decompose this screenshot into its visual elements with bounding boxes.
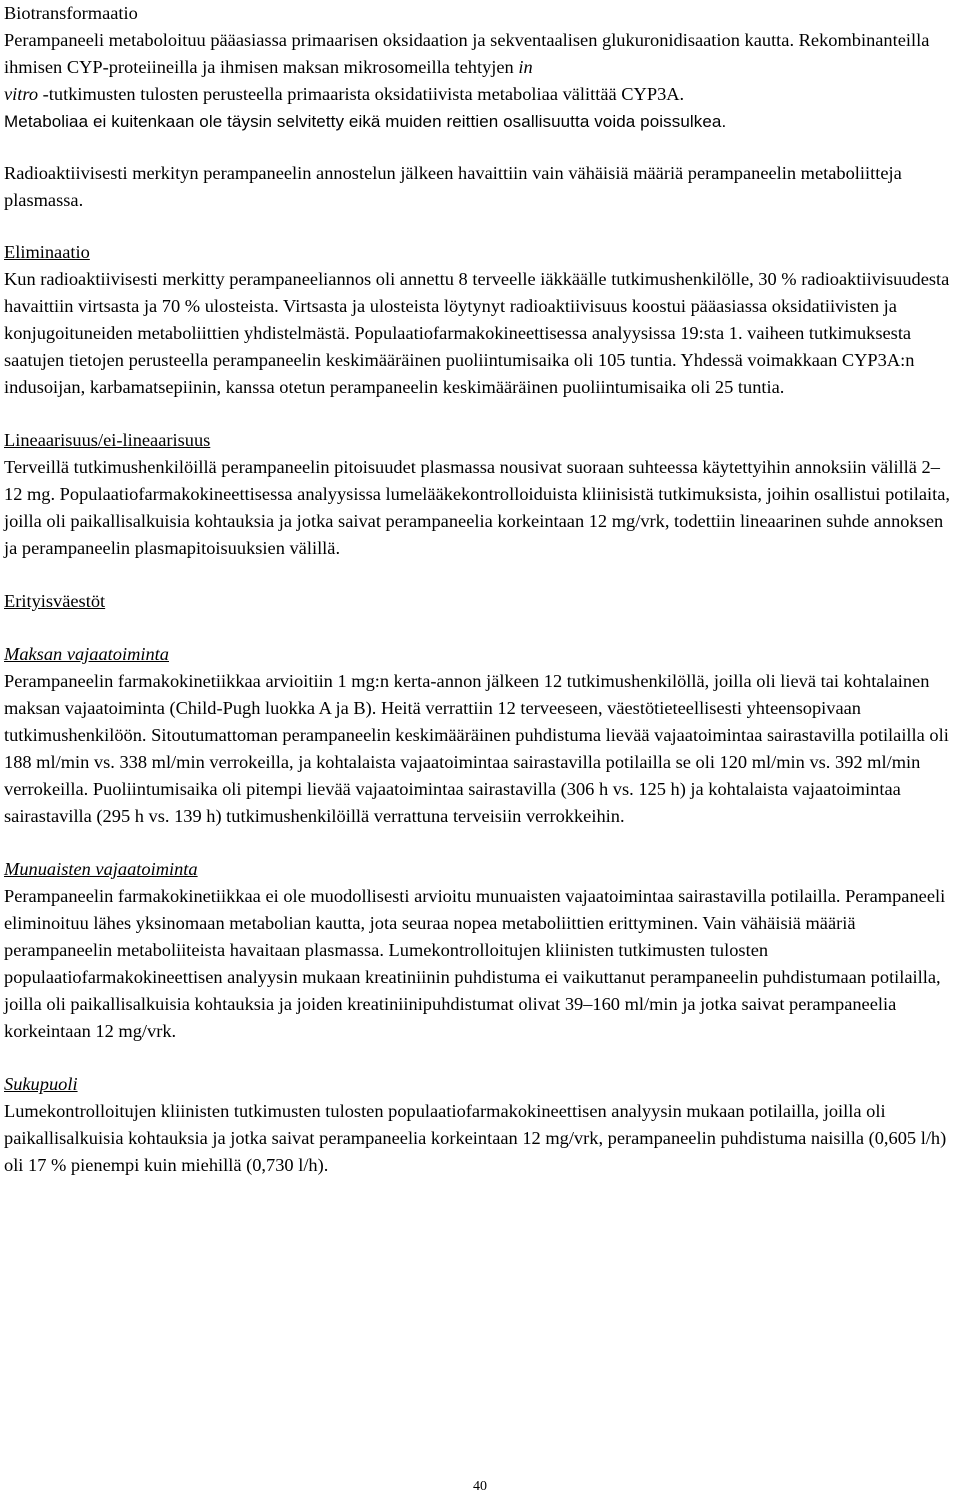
subsection-heading: Maksan vajaatoiminta [4,644,169,664]
page-number: 40 [473,1479,487,1494]
document-page [4,0,958,1179]
text-span-sans: Metaboliaa ei kuitenkaan ole täysin selvitetty eikä muiden reittien osallisuutta voida poissulkea. [4,112,727,131]
section-heading-plain: Biotransformaatio [4,3,138,23]
subsection-heading: Munuaisten vajaatoiminta [4,859,198,879]
section-maksan-vajaatoiminta [4,641,958,830]
subsection-heading: Sukupuoli [4,1074,78,1094]
paragraph-gender: Lumekontrolloitujen kliinisten tutkimusten tulosten populaatiofarmakokineettisen analyysin mukaan potilailla, joilla oli paikallisalkuisia kohtauksia ja jotka saivat perampaneelia korkeintaan 12 mg/vrk, perampaneelin puhdistuma naisilla (0,605 l/h) oli 17 % pienempi kuin miehillä (0,730 l/h). [4,1101,947,1175]
text-span: -tutkimusten tulosten perusteella primaarista oksidatiivista metaboliaa välittää CYP3A. [38,84,685,104]
section-heading: Erityisväestöt [4,591,106,611]
section-munuaisten-vajaatoiminta [4,856,958,1045]
paragraph-hepatic: Perampaneelin farmakokinetiikkaa arvioitiin 1 mg:n kerta-annon jälkeen 12 tutkimushenkilöllä, joilla oli lievä tai kohtalainen maksan vajaatoiminta (Child-Pugh luokka A ja B). Heitä verrattiin 12 terveeseen, väestötieteellisesti yhteensopivaan tutkimushenkilöön. Sitoutumattoman perampaneelin keskimääräinen puhdistuma lievää vajaatoimintaa sairastavilla potilailla oli 188 ml/min vs. 338 ml/min verrokeilla, ja kohtalaista vajaatoimintaa sairastavilla potilailla se oli 120 ml/min vs. 392 ml/min verrokeilla. Puoliintumisaika oli pitempi lievää vajaatoimintaa sairastavilla (306 h vs. 125 h) ja kohtalaista vajaatoimintaa sairastavilla (295 h vs. 139 h) tutkimushenkilöillä verrattuna terveisiin verrokkeihin. [4,671,949,826]
paragraph-biotransformation [4,27,958,135]
paragraph-renal: Perampaneelin farmakokinetiikkaa ei ole muodollisesti arvioitu munuaisten vajaatoimintaa sairastavilla potilailla. Perampaneeli eliminoituu lähes yksinomaan metabolian kautta, jota seuraa nopea metaboliittien erittyminen. Vain vähäisiä määriä perampaneelin metaboliiteista havaitaan plasmassa. Lumekontrolloitujen kliinisten tutkimusten tulosten populaatiofarmakokineettisen analyysin mukaan kreatiniinin puhdistuma ei vaikuttanut perampaneelin puhdistumaan potilailla, joilla oli paikallisalkuisia kohtauksia ja joiden kreatiniinipuhdistumat olivat 39–160 ml/min ja jotka saivat perampaneelia korkeintaan 12 mg/vrk. [4,886,946,1041]
text-span: Perampaneeli metaboloituu pääasiassa primaarisen oksidaation ja sekventaalisen glukuronidisaation kautta. Rekombinanteilla ihmisen CYP-proteiineilla ja ihmisen maksan mikrosomeilla tehtyjen [4,30,930,77]
section-biotransformaatio [4,0,958,214]
section-lineaarisuus [4,427,958,562]
italic-vitro: vitro [4,84,39,104]
section-heading: Eliminaatio [4,242,90,262]
paragraph-linearity: Terveillä tutkimushenkilöillä perampaneelin pitoisuudet plasmassa nousivat suoraan suhteessa käytettyihin annoksiin välillä 2–12 mg. Populaatiofarmakokineettisessa analyysissa lumelääkekontrolloiduista kliinisistä tutkimuksista, joihin osallistui potilaita, joilla oli paikallisalkuisia kohtauksia ja jotka saivat perampaneelia korkeintaan 12 mg/vrk, todettiin lineaarinen suhde annoksen ja perampaneelin plasmapitoisuuksien välillä. [4,457,950,558]
paragraph-elimination: Kun radioaktiivisesti merkitty perampaneeliannos oli annettu 8 terveelle iäkkäälle tutkimushenkilölle, 30 % radioaktiivisuudesta havaittiin virtsasta ja 70 % ulosteista. Virtsasta ja ulosteista löytynyt radioaktiivisuus koostui pääasiassa oksidatiivisten ja konjugoituneiden metaboliittien yhdistelmästä. Populaatiofarmakokineettisessa analyysissa 19:sta 1. vaiheen tutkimuksesta saatujen tietojen perusteella perampaneelin keskimääräinen puoliintumisaika oli 105 tuntia. Yhdessä voimakkaan CYP3A:n indusoijan, karbamatsepiinin, kanssa otetun perampaneelin keskimääräinen puoliintumisaika oli 25 tuntia. [4,269,950,397]
section-sukupuoli [4,1071,958,1179]
section-erityisvaestot [4,588,958,615]
section-eliminaatio [4,239,958,401]
paragraph-radioactive: Radioaktiivisesti merkityn perampaneelin annostelun jälkeen havaittiin vain vähäisiä määriä perampaneelin metaboliitteja plasmassa. [4,163,902,210]
section-heading: Lineaarisuus/ei-lineaarisuus [4,430,211,450]
italic-in: in [518,57,533,77]
